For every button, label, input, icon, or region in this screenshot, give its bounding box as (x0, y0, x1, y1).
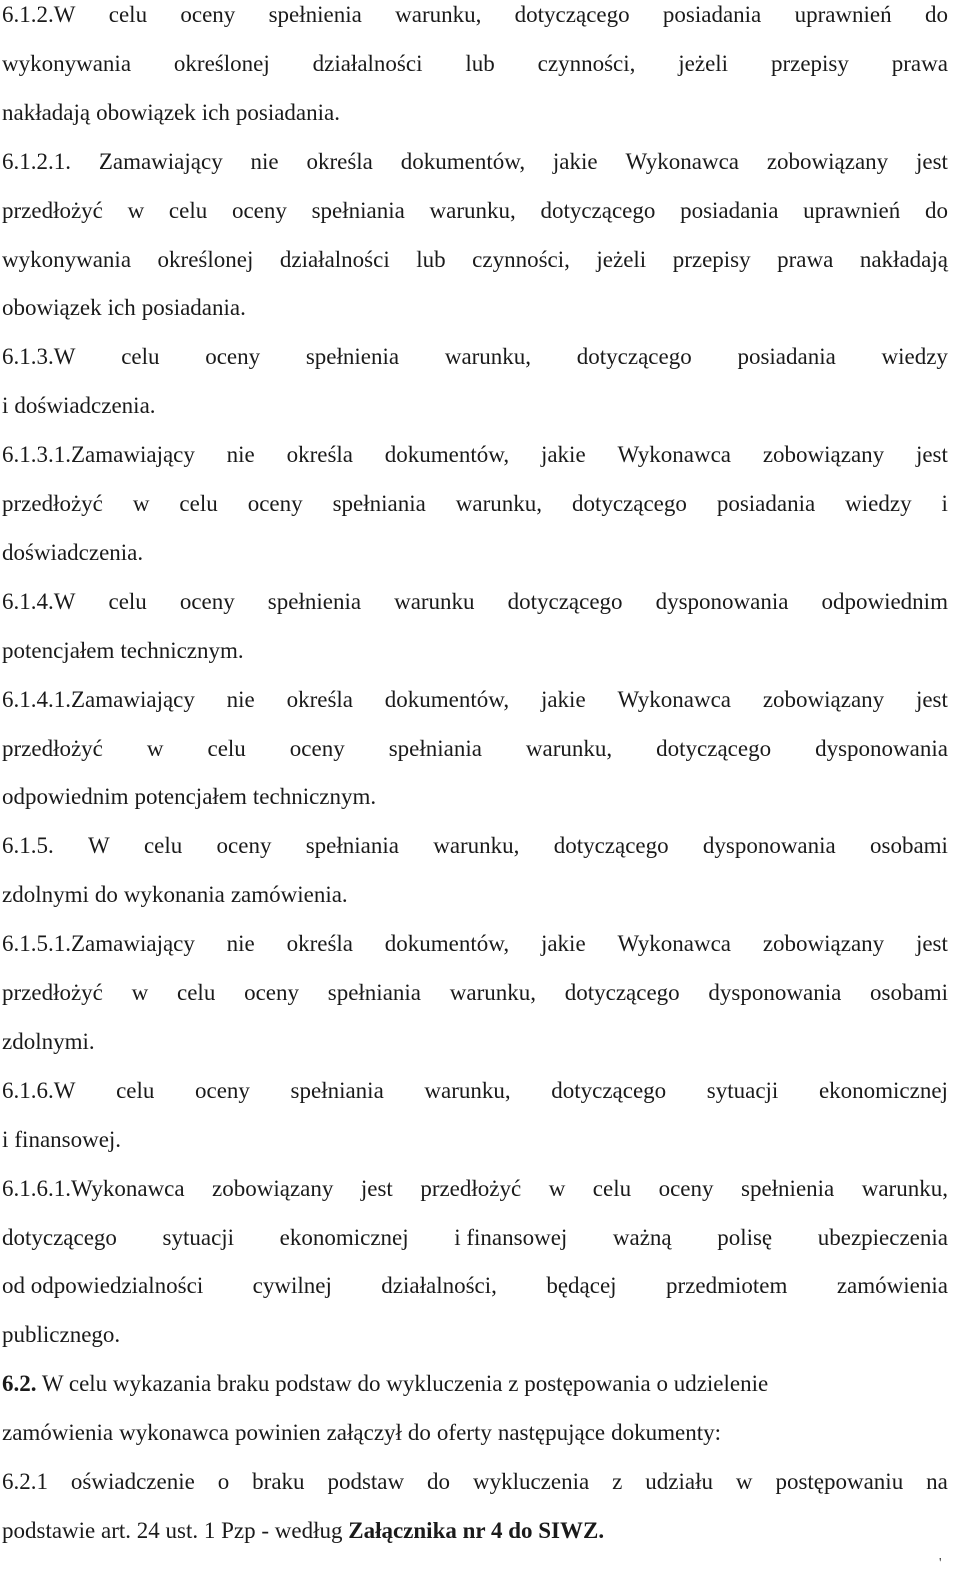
word: dotyczącego (551, 1077, 667, 1103)
word: dotyczącego (540, 197, 656, 223)
text-line (2, 1467, 948, 1516)
word: w (131, 980, 149, 1005)
word: do (407, 1420, 431, 1446)
word: do (94, 882, 118, 908)
word: warunku, (449, 980, 536, 1005)
text-line (2, 1320, 948, 1369)
text-line (2, 391, 948, 440)
word: w (127, 197, 145, 223)
word: o (217, 1469, 230, 1494)
text-line (2, 489, 948, 538)
text-line (2, 636, 948, 685)
word: zobowiązany (762, 686, 885, 712)
word: lub (416, 246, 446, 272)
text-line (2, 98, 948, 147)
word: jakie (540, 931, 586, 957)
word: zamówienia (2, 1420, 114, 1446)
word: ich (201, 99, 230, 125)
word: oceny (205, 344, 261, 370)
text-line (2, 978, 948, 1027)
word: posiadania. (235, 99, 340, 125)
word: warunku, (429, 197, 516, 223)
word: warunku, (424, 1077, 511, 1103)
word: osobami (870, 833, 948, 859)
word: udziału (645, 1469, 713, 1494)
word: będącej (546, 1273, 617, 1299)
word: zobowiązany (762, 931, 885, 957)
text-line (2, 734, 948, 783)
word: spełnienia (268, 2, 362, 27)
word: ważną (612, 1224, 672, 1250)
word: celu (108, 588, 147, 614)
word: 6.1.3.W (2, 344, 76, 370)
word: powinien (234, 1420, 321, 1446)
word: warunku, (395, 2, 482, 27)
word: dysponowania (655, 588, 789, 614)
word: spełniania (327, 980, 421, 1005)
word: czynności, (537, 50, 636, 76)
text-line (2, 1271, 948, 1320)
word: 6.1.5.1.Zamawiający (2, 931, 195, 957)
word: jest (915, 686, 948, 712)
text-line (2, 0, 948, 49)
word: spełniania (290, 1077, 384, 1103)
word: oceny (289, 735, 345, 761)
text-line (2, 587, 948, 636)
word: doświadczenia. (14, 393, 156, 419)
word: braku (252, 1469, 305, 1494)
word: działalności (279, 246, 390, 272)
word: przepisy (672, 246, 751, 272)
word: nie (250, 148, 279, 174)
text-line (2, 147, 948, 196)
word: technicznym. (120, 637, 244, 663)
word: i finansowej (454, 1224, 568, 1250)
word: odpowiednim (2, 784, 129, 810)
text-line (2, 245, 948, 294)
word: oświadczenie (70, 1469, 195, 1494)
word: z (612, 1469, 623, 1494)
word: potencjałem (134, 784, 247, 810)
word: podstaw (327, 1469, 405, 1494)
word: W (88, 833, 110, 859)
word: dotyczącego (576, 344, 692, 370)
word: Wykonawca (625, 148, 739, 174)
word: celu (143, 833, 183, 859)
word: dotyczącego (553, 833, 669, 859)
word: określonej (157, 246, 254, 272)
word: posiadania. (141, 295, 246, 321)
word: uprawnień (794, 2, 892, 27)
word: wykonania (123, 882, 225, 908)
text-line (2, 1223, 948, 1272)
word: na (926, 1469, 948, 1494)
word: spełnienia (305, 344, 400, 370)
word: prawa (777, 246, 834, 272)
word: spełnienia (267, 588, 362, 614)
word: następujące (497, 1420, 606, 1446)
text-line (2, 293, 948, 342)
word: publicznego. (2, 1322, 121, 1348)
word: dokumentów, (384, 442, 510, 468)
word: oceny (244, 980, 299, 1005)
word: nie (226, 442, 255, 468)
text-line (2, 1076, 948, 1125)
word: celu (207, 735, 246, 761)
word: przedłożyć (2, 491, 103, 516)
word: warunku, (455, 491, 542, 516)
text-line (2, 685, 948, 734)
word: zamówienia (836, 1273, 948, 1299)
word: celu (177, 980, 216, 1005)
word: postępowaniu (775, 1469, 904, 1494)
text-line (2, 1418, 948, 1467)
word: przedłożyć (2, 980, 103, 1005)
word: 6.1.4.1.Zamawiający (2, 686, 195, 712)
text-line (2, 1369, 948, 1418)
word: celu (179, 491, 218, 516)
word: przedłożyć (2, 197, 103, 223)
word: odpowiednim (821, 588, 948, 614)
word: spełniania (388, 735, 482, 761)
word: wykonawca (119, 1420, 229, 1446)
word: zamówienia. (230, 882, 348, 908)
word: 6.1.6.W (2, 1077, 76, 1103)
word: nakładają (2, 99, 91, 125)
word: i (2, 1126, 9, 1152)
text-line (2, 196, 948, 245)
word: warunku, (525, 735, 613, 761)
word: określonej (173, 50, 270, 76)
word: Zamawiający (98, 148, 223, 174)
word: zobowiązany (762, 442, 885, 468)
word: obowiązek (96, 99, 196, 125)
text-line (2, 831, 948, 880)
word: czynności, (472, 246, 570, 272)
text-line (2, 1174, 948, 1223)
word: dokumentów, (400, 148, 526, 174)
word: spełniania (311, 197, 405, 223)
text-line (2, 538, 948, 587)
word: sytuacji (162, 1224, 235, 1250)
word: i (2, 393, 9, 419)
text-line (2, 880, 948, 929)
word: warunku, (444, 344, 532, 370)
word: 6.2.1 (2, 1469, 48, 1494)
word: dokumentów, (384, 686, 510, 712)
word: dokumentów, (384, 931, 510, 957)
word: dotyczącego (656, 735, 772, 761)
word: do (924, 197, 948, 223)
word: załączył (326, 1420, 402, 1446)
word: zdolnymi (2, 882, 89, 908)
word: polisę (717, 1224, 773, 1250)
word: działalności, (381, 1273, 497, 1299)
word: jeżeli (678, 50, 729, 76)
word: wiedzy (881, 344, 948, 370)
word: oferty (436, 1420, 492, 1446)
text-segment: podstawie art. 24 ust. 1 Pzp - według (2, 1517, 349, 1543)
word: ubezpieczenia (817, 1224, 948, 1250)
word: prawa (891, 50, 948, 76)
word: oceny (195, 1077, 250, 1103)
word: osobami (870, 980, 948, 1005)
text-line (2, 1516, 948, 1565)
word: celu (108, 2, 148, 27)
word: cywilnej (252, 1273, 332, 1299)
word: dysponowania (815, 735, 948, 761)
word: lub (465, 50, 495, 76)
word: wiedzy (845, 491, 912, 516)
word: oceny (247, 491, 303, 516)
word: określa (286, 686, 353, 712)
word: ich (107, 295, 136, 321)
word: działalności (312, 50, 423, 76)
word: dysponowania (702, 833, 836, 859)
word: oceny (179, 588, 235, 614)
word: 6.1.3.1.Zamawiający (2, 442, 195, 468)
word: jakie (552, 148, 598, 174)
word: spełniania (305, 833, 399, 859)
word: warunku (394, 588, 475, 614)
text-line (2, 1125, 948, 1174)
word: zdolnymi. (2, 1028, 95, 1054)
word: jakie (540, 686, 586, 712)
word: posiadania (662, 2, 762, 27)
word: warunku, (861, 1175, 948, 1201)
word: zobowiązany (766, 148, 889, 174)
word: spełnienia (741, 1175, 835, 1201)
word: przedłożyć (2, 735, 103, 761)
text-line (2, 49, 948, 98)
word: określa (286, 442, 353, 468)
word: 6.1.2.1. (2, 148, 71, 174)
word: jest (360, 1175, 393, 1201)
text-segment: W celu wykazania braku podstaw do wykluczenia z postępowania o udzielenie (36, 1371, 769, 1397)
word: doświadczenia. (2, 539, 144, 565)
word: warunku, (433, 833, 520, 859)
word: wykluczenia (472, 1469, 590, 1494)
word: dotyczącego (507, 588, 623, 614)
word: uprawnień (803, 197, 901, 223)
word: ekonomicznej (279, 1224, 409, 1250)
word: przedłożyć (420, 1175, 522, 1201)
bold-text: 6.2. (2, 1371, 37, 1397)
word: finansowej. (14, 1126, 122, 1152)
word: jakie (540, 442, 586, 468)
word: posiadania (737, 344, 836, 370)
word: oceny (658, 1175, 714, 1201)
word: dysponowania (708, 980, 842, 1005)
word: i (941, 491, 948, 516)
word: potencjałem (2, 637, 115, 663)
word: określa (286, 931, 353, 957)
word: ekonomicznej (818, 1077, 948, 1103)
word: przedmiotem (666, 1273, 788, 1299)
word: celu (168, 197, 208, 223)
word: 6.1.5. (2, 833, 54, 859)
word: Wykonawca (617, 686, 732, 712)
word: do (924, 2, 948, 27)
word: do (427, 1469, 451, 1494)
word: posiadania (716, 491, 816, 516)
text-line (2, 782, 948, 831)
word: przepisy (770, 50, 849, 76)
word: obowiązek (2, 295, 102, 321)
word: jest (915, 931, 948, 957)
word: spełniania (332, 491, 426, 516)
word: Wykonawca (617, 442, 732, 468)
word: oceny (180, 2, 236, 27)
word: technicznym. (252, 784, 377, 810)
word: dokumenty: (611, 1420, 722, 1446)
word: określa (306, 148, 373, 174)
word: jest (915, 442, 948, 468)
word: oceny (216, 833, 272, 859)
word: wykonywania (2, 246, 132, 272)
word: 6.1.6.1.Wykonawca (2, 1175, 185, 1201)
word: w (735, 1469, 753, 1494)
word: celu (116, 1077, 155, 1103)
word: jest (916, 148, 948, 174)
word: celu (592, 1175, 632, 1201)
word: dotyczącego (564, 980, 680, 1005)
corner-mark: ' (939, 1556, 942, 1571)
word: celu (121, 344, 160, 370)
word: nie (226, 931, 255, 957)
word: jeżeli (596, 246, 647, 272)
word: zobowiązany (212, 1175, 334, 1201)
word: w (146, 735, 164, 761)
text-line (2, 1027, 948, 1076)
bold-text: Załącznika nr 4 do SIWZ. (348, 1517, 605, 1543)
word: nakładają (859, 246, 948, 272)
word: w (132, 491, 150, 516)
word: Wykonawca (617, 931, 732, 957)
word: od odpowiedzialności (2, 1273, 204, 1299)
word: wykonywania (2, 50, 132, 76)
word: w (548, 1175, 566, 1201)
word: oceny (231, 197, 287, 223)
word: posiadania (680, 197, 779, 223)
word: 6.1.4.W (2, 588, 76, 614)
word: 6.1.2.W (2, 2, 76, 27)
word: dotyczącego (2, 1224, 117, 1250)
word: nie (226, 686, 255, 712)
text-line (2, 929, 948, 978)
text-line (2, 342, 948, 391)
word: dotyczącego (571, 491, 687, 516)
word: dotyczącego (514, 2, 630, 27)
text-line (2, 440, 948, 489)
word: sytuacji (706, 1077, 779, 1103)
